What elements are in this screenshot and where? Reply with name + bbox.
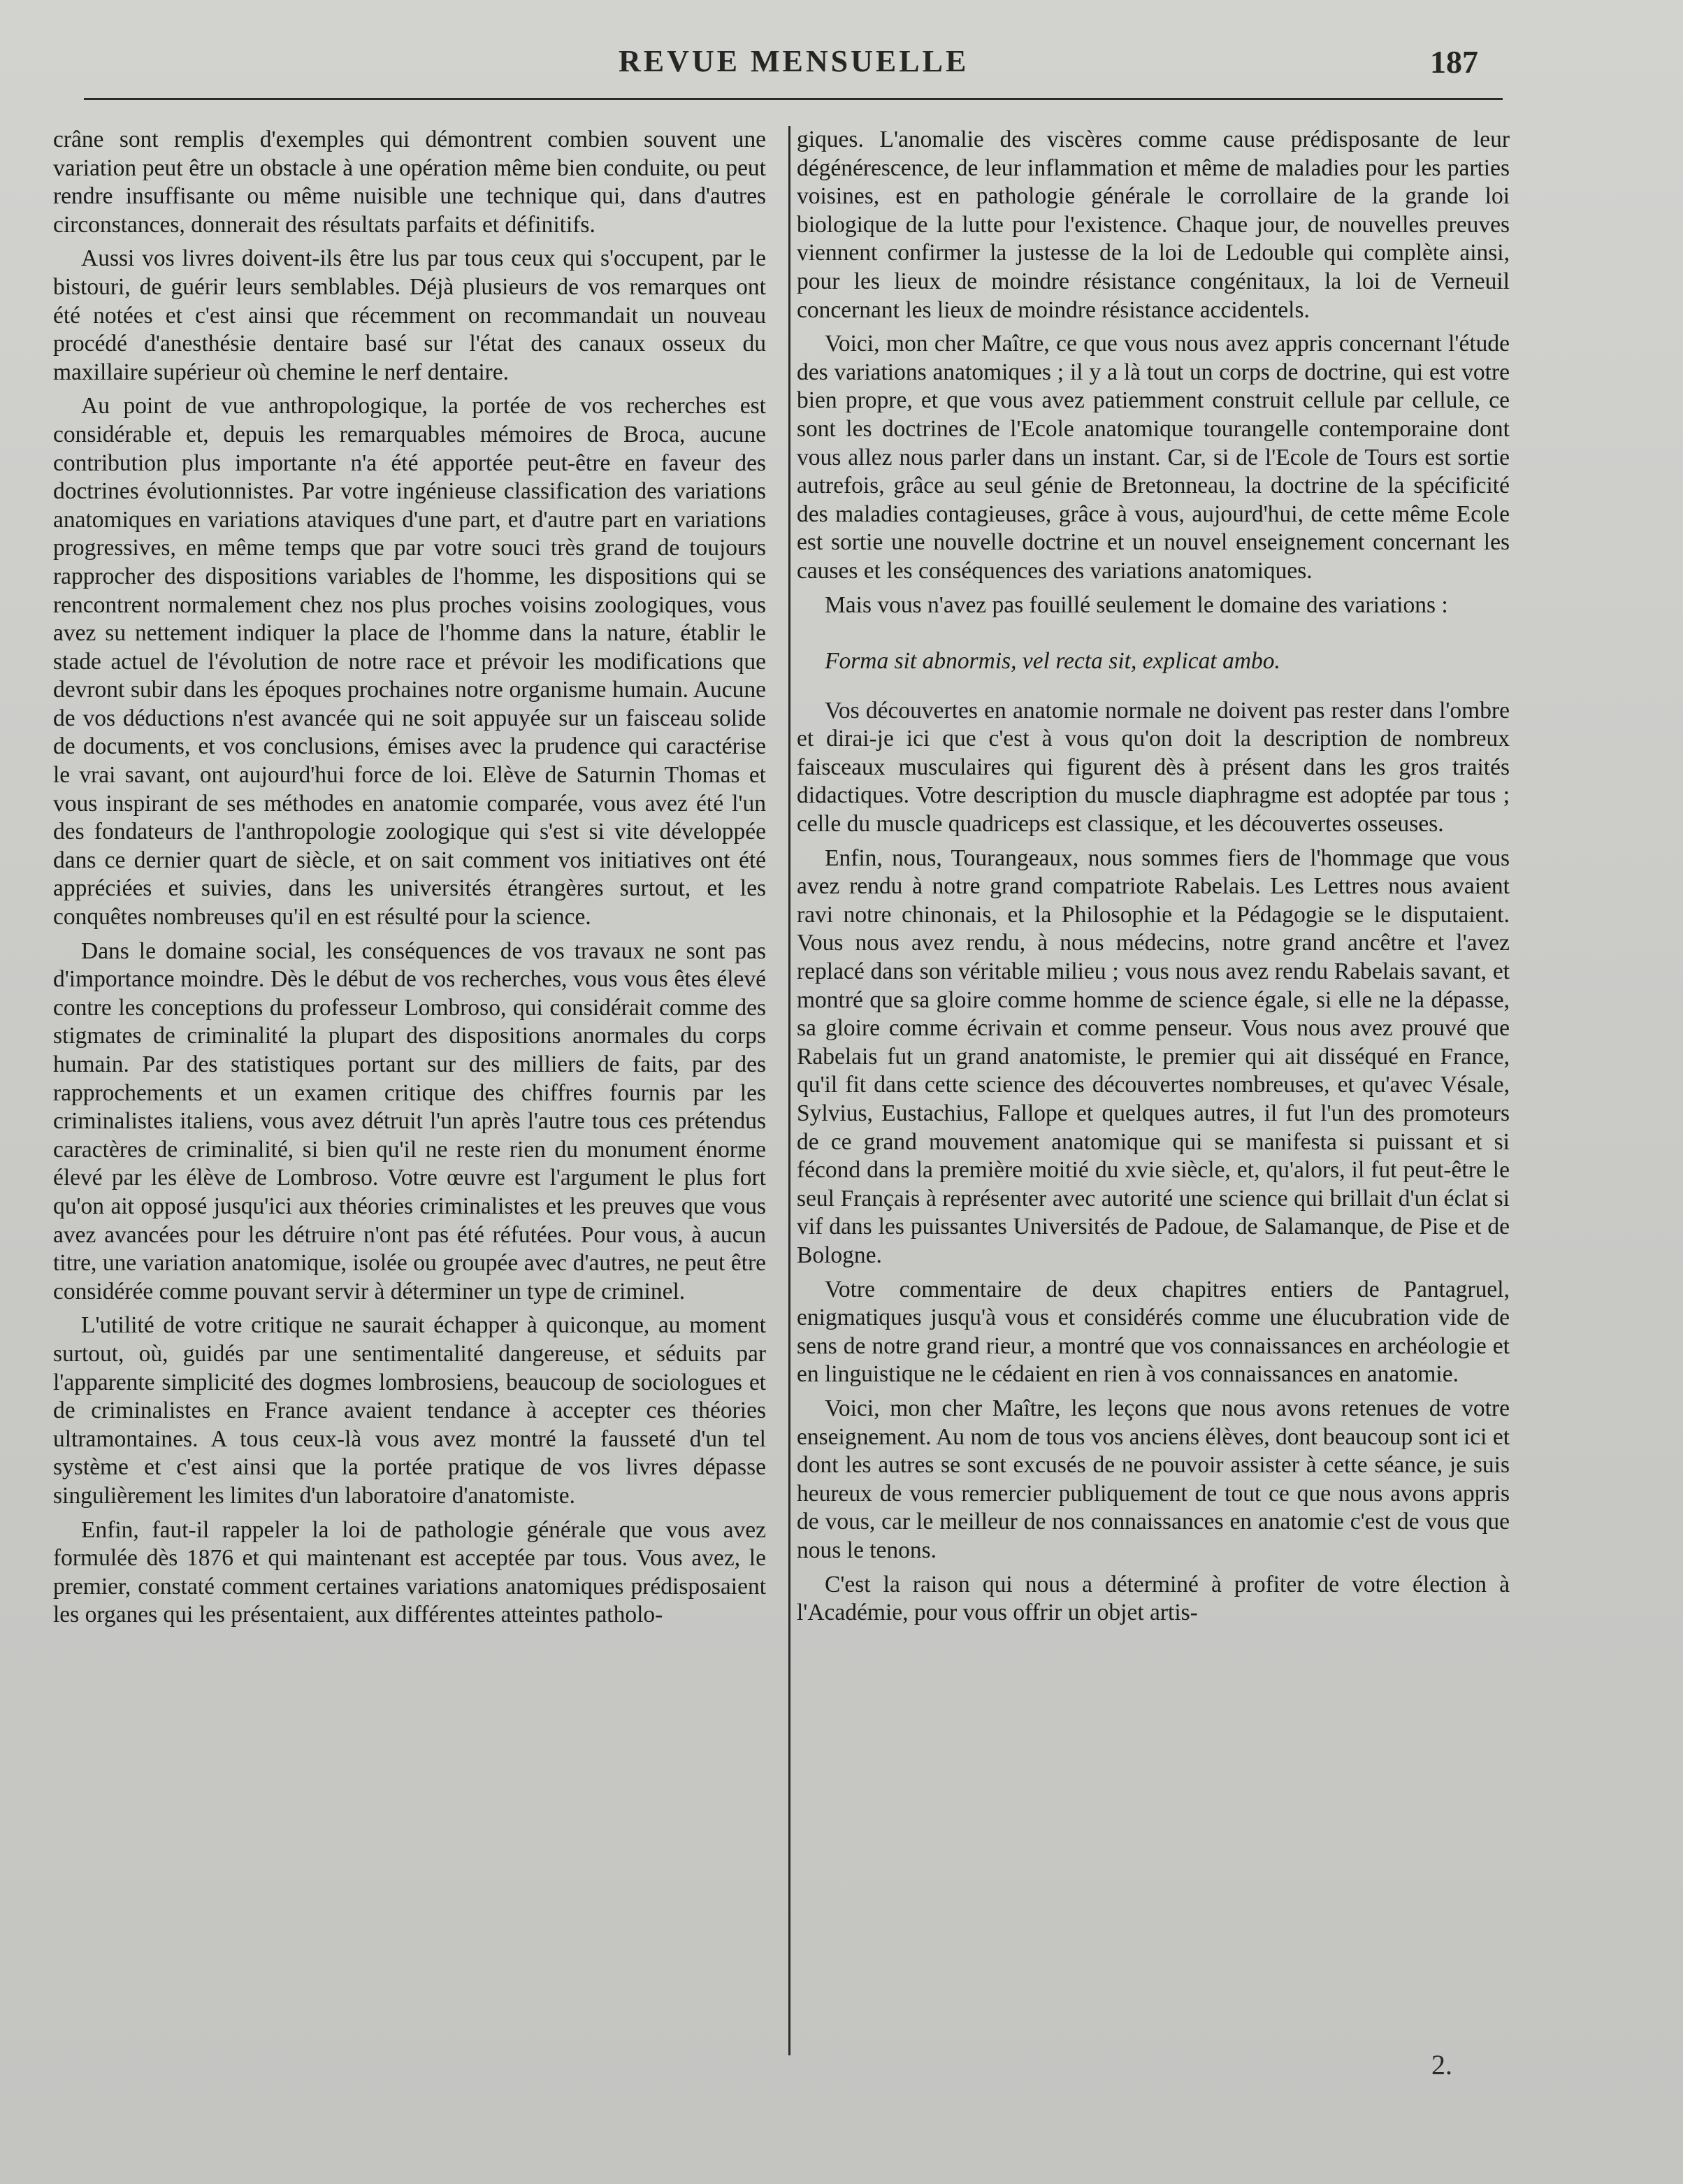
left-paragraph-2: Aussi vos livres doivent-ils être lus par tous ceux qui s'occupent, par le bistouri, de guérir leurs semblables. Déjà plusieurs de vos remarques ont été notées et c'est ainsi que récemment on recommandait un nouveau procédé d'anesthésie dentaire basé sur l'état des canaux osseux du maxillaire supérieur où chemine le nerf dentaire.	[53, 245, 766, 385]
left-paragraph-1: crâne sont remplis d'exemples qui démontrent combien souvent une variation peut être un obstacle à une opération même bien conduite, ou peut rendre insuffisante ou même nuisible une technique qui, dans d'autres circonstances, donnerait des résultats parfaits et définitifs.	[53, 127, 766, 238]
right-paragraph-5: Enfin, nous, Tourangeaux, nous sommes fiers de l'hommage que vous avez rendu à notre grand compatriote Rabelais. Les Lettres nous avaient ravi notre chinonais, et la Philosophie et la Pédagogie se le disputaient. Vous nous avez rendu, à nous médecins, notre grand ancêtre et l'avez replacé dans son véritable milieu ; vous nous avez rendu Rabelais savant, et montré que sa gloire comme homme de science égale, si elle ne la dépasse, sa gloire comme écrivain et comme penseur. Vous nous avez prouvé que Rabelais fut un grand anatomiste, le premier qui ait disséqué en France, qu'il fit dans cette science des découvertes nombreuses, et qu'avec Vésale, Sylvius, Eustachius, Fallope et quelques autres, il fut l'un des promoteurs de ce grand mouvement anatomique qui se manifesta si puissant et si fécond dans la première moitié du xvie siècle, et, qu'alors, il fut peut-être le seul Français à représenter avec autorité une science qui brillait d'un éclat si vif dans les puissantes Universités de Padoue, de Salamanque, de Pise et de Bologne.	[797, 845, 1510, 1268]
left-paragraph-3: Au point de vue anthropologique, la portée de vos recherches est considérable et, depuis les remarquables mémoires de Broca, aucune contribution plus importante n'a été apportée peut-être en faveur des doctrines évolutionnistes. Par votre ingénieuse classification des variations anatomiques en variations ataviques d'une part, et d'autre part en variations progressives, en même temps que par votre souci très grand de toujours rapprocher des dispositions variables de l'homme, les dispositions qui se rencontrent normalement chez nos plus proches voisins zoologiques, vous avez su nettement indiquer la place de l'homme dans la nature, établir le stade actuel de l'évolution de notre race et prévoir les modifications que devront subir dans les époques prochaines notre organisme humain. Aucune de vos déductions n'est avancée qui ne soit appuyée sur un faisceau solide de documents, et vos conclusions, émises avec la prudence qui caractérise le vrai savant, ont aujourd'hui force de loi. Elève de Saturnin Thomas et vous inspirant de ses méthodes en anatomie comparée, vous avez été l'un des fondateurs de l'anthropologie zoologique qui s'est si vite développée dans ce dernier quart de siècle, et on sait comment vos initiatives ont été appréciées et suivies, dans les universités étrangères surtout, et les conquêtes nombreuses qu'il en est résulté pour la science.	[53, 393, 766, 931]
left-column	[53, 126, 766, 1635]
right-paragraph-2: Voici, mon cher Maître, ce que vous nous avez appris concernant l'étude des variations anatomiques ; il y a là tout un corps de doctrine, qui est votre bien propre, et que vous avez patiemment construit cellule par cellule, ce sont les doctrines de l'Ecole anatomique tourangelle contemporaine dont vous allez nous parler dans un instant. Car, si de l'Ecole de Tours est sortie autrefois, grâce au seul génie de Bretonneau, la doctrine de la spécificité des maladies contagieuses, grâce à vous, aujourd'hui, de cette même Ecole est sortie une nouvelle doctrine et un nouvel enseignement concernant les causes et les conséquences des variations anatomiques.	[797, 331, 1510, 584]
signature-mark: 2.	[1431, 2049, 1452, 2081]
left-paragraph-6: Enfin, faut-il rappeler la loi de pathologie générale que vous avez formulée dès 1876 et qui maintenant est acceptée par tous. Vous avez, le premier, constaté comment certaines variations anatomiques prédisposaient les organes qui les présentaient, aux différentes atteintes patholo-	[53, 1516, 766, 1628]
right-paragraph-4: Vos découvertes en anatomie normale ne doivent pas rester dans l'ombre et dirai-je ici que c'est à vous qu'on doit la description de nombreux faisceaux musculaires qui figurent dès à présent dans les gros traités didactiques. Votre description du muscle diaphragme est adoptée par tous ; celle du muscle quadriceps est classique, et les découvertes osseuses.	[797, 697, 1510, 838]
column-rule	[788, 126, 790, 2055]
right-paragraph-8: C'est la raison qui nous a déterminé à profiter de votre élection à l'Académie, pour vous offrir un objet artis-	[797, 1571, 1510, 1626]
left-paragraph-4: Dans le domaine social, les conséquences de vos travaux ne sont pas d'importance moindre. Dès le début de vos recherches, vous vous êtes élevé contre les conceptions du professeur Lombroso, qui considérait comme des stigmates de criminalité la plupart des dispositions anormales du corps humain. Par des statistiques portant sur des milliers de faits, par des rapprochements et un examen critique des chiffres fournis par les criminalistes italiens, vous avez détruit l'un après l'autre tous ces prétendus caractères de criminalité, si bien qu'il ne reste rien du monument énorme élevé par les élève de Lombroso. Votre œuvre est l'argument le plus fort qu'on ait opposé jusqu'ici aux théories criminalistes et les preuves que vous avez avancées pour les détruire n'ont pas été réfutées. Pour vous, à aucun titre, une variation anatomique, isolée ou groupée avec d'autres, ne peut être considérée comme pouvant servir à déterminer un type de criminel.	[53, 937, 766, 1305]
page-header	[105, 43, 1503, 85]
right-paragraph-6: Votre commentaire de deux chapitres entiers de Pantagruel, enigmatiques jusqu'à vous et considérés comme une élucubration vide de sens de notre grand rieur, a montré que vos connaissances en archéologie et en linguistique ne le cédaient en rien à vos connaissances en anatomie.	[797, 1276, 1510, 1388]
right-paragraph-7: Voici, mon cher Maître, les leçons que nous avons retenues de votre enseignement. Au nom de tous vos anciens élèves, dont beaucoup sont ici et dont les autres se sont excusés de ne pouvoir assister à cette séance, je suis heureux de vous remercier publiquement de tout ce que nous avons appris de vous, car le meilleur de nos connaissances en anatomie c'est de vous que nous le tenons.	[797, 1395, 1510, 1563]
right-paragraph-3: Mais vous n'avez pas fouillé seulement le domaine des variations :	[825, 591, 1448, 618]
latin-quote: Forma sit abnormis, vel recta sit, explicat ambo.	[825, 648, 1280, 675]
page-number: 187	[1430, 44, 1478, 80]
left-paragraph-5: L'utilité de votre critique ne saurait échapper à quiconque, au moment surtout, où, guidés par une sentimentalité dangereuse, et séduits par l'apparente simplicité des dogmes lombrosiens, beaucoup de sociologues et de criminalistes en France avaient tendance à accepter ces théories ultramontaines. A tous ceux-là vous avez montré la fausseté d'un tel système et c'est ainsi que la portée pratique de vos livres dépasse singulièrement les limites d'un laboratoire d'anatomiste.	[53, 1312, 766, 1509]
right-column	[797, 126, 1510, 1633]
running-title: REVUE MENSUELLE	[619, 44, 969, 78]
right-paragraph-1: giques. L'anomalie des viscères comme cause prédisposante de leur dégénérescence, de leur inflammation et même de maladies pour les parties voisines, est en pathologie générale le corrollaire de la grande loi biologique de la lutte pour l'existence. Chaque jour, de nouvelles preuves viennent confirmer la justesse de la loi de Ledouble qui complète ainsi, pour les lieux de moindre résistance congénitaux, la loi de Verneuil concernant les lieux de moindre résistance accidentels.	[797, 127, 1510, 323]
header-rule	[84, 98, 1503, 100]
